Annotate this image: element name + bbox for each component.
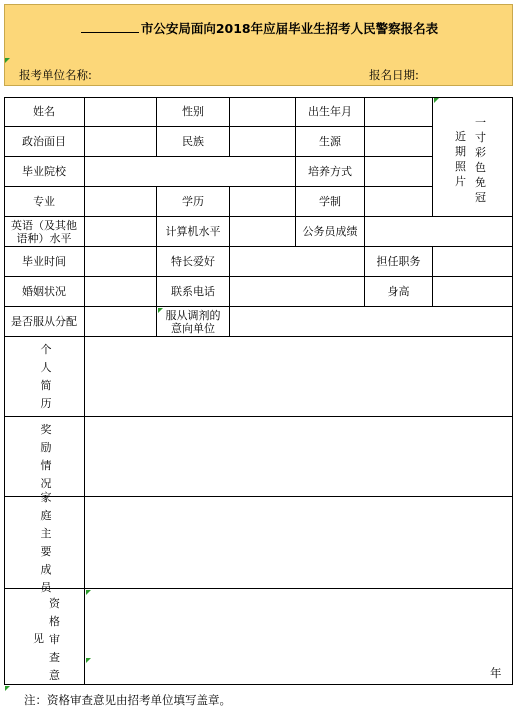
origin-value[interactable] <box>365 127 433 157</box>
family-label <box>4 490 85 594</box>
name-value[interactable] <box>85 97 157 127</box>
resume-char: 人 <box>40 360 52 374</box>
assign-unit-label: 服从调剂的意向单位 <box>157 307 230 337</box>
family-char: 主 <box>40 526 52 540</box>
marital-label: 婚姻状况 <box>4 277 85 307</box>
review-char: 见 <box>33 631 44 645</box>
obey-value[interactable] <box>85 307 157 337</box>
position-value[interactable] <box>433 247 513 277</box>
phone-label: 联系电话 <box>157 277 230 307</box>
resume-label <box>4 337 85 417</box>
photo-char: 片 <box>455 175 466 188</box>
education-value[interactable] <box>230 187 296 217</box>
major-label: 专业 <box>4 187 85 217</box>
resume-char: 个 <box>40 342 52 356</box>
birth-label: 出生年月 <box>296 97 365 127</box>
photo-char: 一 <box>475 116 486 129</box>
training-label: 培养方式 <box>296 157 365 187</box>
apply-date-label: 报名日期: <box>369 68 419 82</box>
photo-char: 寸 <box>475 131 486 144</box>
computer-value[interactable] <box>230 217 296 247</box>
assign-unit-value[interactable] <box>230 307 513 337</box>
family-char: 成 <box>40 562 52 576</box>
footer-note: 注：资格审查意见由招考单位填写盖章。 <box>24 693 231 707</box>
gender-label: 性别 <box>157 97 230 127</box>
awards-char: 况 <box>40 476 52 490</box>
comment-marker <box>158 308 163 313</box>
comment-marker <box>434 98 439 103</box>
awards-char: 励 <box>40 440 52 454</box>
computer-label: 计算机水平 <box>157 217 230 247</box>
review-char: 查 <box>49 650 60 664</box>
family-char: 要 <box>40 544 52 558</box>
review-label <box>4 589 85 685</box>
applying-unit-label: 报考单位名称: <box>19 68 92 82</box>
photo-cell[interactable] <box>433 97 513 217</box>
title-text: 市公安局面向2018年应届毕业生招考人民警察报名表 <box>140 21 439 36</box>
grad-time-label: 毕业时间 <box>4 247 85 277</box>
family-char: 员 <box>40 580 52 594</box>
gender-value[interactable] <box>230 97 296 127</box>
resume-char: 简 <box>40 378 52 392</box>
birth-value[interactable] <box>365 97 433 127</box>
awards-char: 奖 <box>40 422 52 436</box>
political-label: 政治面目 <box>4 127 85 157</box>
civil-exam-value[interactable] <box>365 217 513 247</box>
grad-time-value[interactable] <box>85 247 157 277</box>
schooling-value[interactable] <box>365 187 433 217</box>
ethnicity-value[interactable] <box>230 127 296 157</box>
comment-marker <box>86 658 91 663</box>
photo-char: 色 <box>475 161 486 174</box>
english-value[interactable] <box>85 217 157 247</box>
review-char: 格 <box>49 614 60 628</box>
photo-char: 冠 <box>475 191 486 204</box>
name-label: 姓名 <box>4 97 85 127</box>
schooling-label: 学制 <box>296 187 365 217</box>
hobby-value[interactable] <box>230 247 365 277</box>
english-label: 英语（及其他语种）水平 <box>4 217 85 247</box>
origin-label: 生源 <box>296 127 365 157</box>
ethnicity-label: 民族 <box>157 127 230 157</box>
obey-label: 是否服从分配 <box>4 307 85 337</box>
photo-char: 免 <box>475 176 486 189</box>
photo-char: 照 <box>455 160 466 173</box>
civil-exam-label: 公务员成绩 <box>296 217 365 247</box>
training-value[interactable] <box>365 157 433 187</box>
review-value[interactable] <box>85 589 513 685</box>
political-value[interactable] <box>85 127 157 157</box>
comment-marker <box>86 590 91 595</box>
major-value[interactable] <box>85 187 157 217</box>
phone-value[interactable] <box>230 277 365 307</box>
photo-char: 期 <box>455 145 466 158</box>
family-value[interactable] <box>85 497 513 589</box>
resume-value[interactable] <box>85 337 513 417</box>
family-char: 庭 <box>40 508 52 522</box>
height-label: 身高 <box>365 277 433 307</box>
marital-value[interactable] <box>85 277 157 307</box>
awards-char: 情 <box>40 458 52 472</box>
education-label: 学历 <box>157 187 230 217</box>
review-char: 资 <box>49 596 60 610</box>
review-char: 意 <box>49 668 60 682</box>
hobby-label: 特长爱好 <box>157 247 230 277</box>
awards-value[interactable] <box>85 417 513 497</box>
resume-char: 历 <box>40 396 52 410</box>
school-value[interactable] <box>85 157 296 187</box>
photo-char: 彩 <box>475 146 486 159</box>
position-label: 担任职务 <box>365 247 433 277</box>
awards-label <box>4 417 85 497</box>
comment-marker <box>5 686 10 691</box>
family-char: 家 <box>40 490 52 504</box>
review-char: 审 <box>49 632 60 646</box>
photo-char: 近 <box>455 130 466 143</box>
height-value[interactable] <box>433 277 513 307</box>
school-label: 毕业院校 <box>4 157 85 187</box>
review-year: 年 <box>490 666 502 680</box>
